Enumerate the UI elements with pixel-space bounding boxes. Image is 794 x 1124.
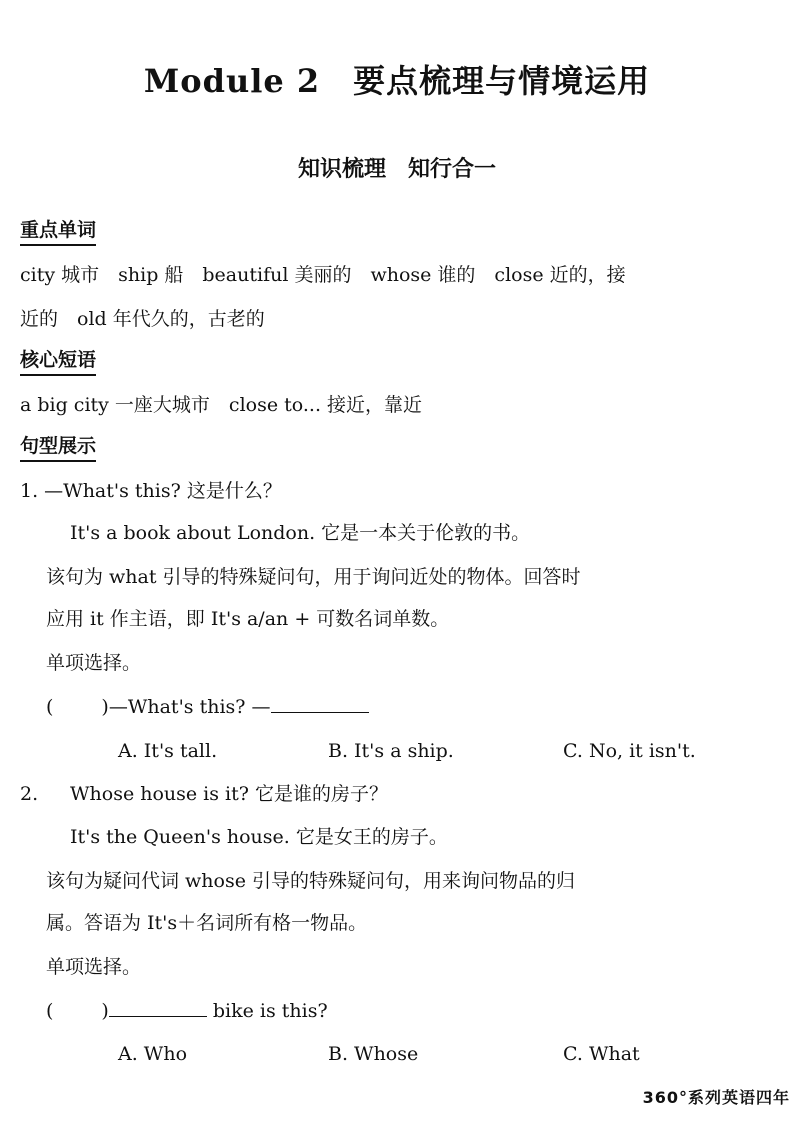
q2-sentence: Whose house is it? 它是谁的房子？: [70, 783, 388, 805]
q2-paren-open: (: [46, 1000, 54, 1022]
q2-option-b[interactable]: B. Whose: [328, 1043, 419, 1065]
q1-option-a[interactable]: A. It's tall.: [118, 740, 218, 762]
q1-paren-open: (: [46, 696, 54, 718]
section-heading-words: 重点单词: [20, 217, 96, 246]
q1-option-c[interactable]: C. No, it isn't.: [563, 740, 696, 762]
q1-question-row: [46, 694, 369, 720]
footer-series-label: 360°系列英语四年: [642, 1088, 790, 1107]
q1-option-b[interactable]: B. It's a ship.: [328, 740, 454, 762]
q1-answer: It's a book about London. 它是一本关于伦敦的书。: [70, 522, 531, 544]
q2-question: bike is this?: [206, 1000, 328, 1022]
page-title: Module 2 要点梳理与情境运用: [143, 62, 651, 100]
q1-note-2: 应用 it 作主语，即 It's a/an + 可数名词单数。: [46, 608, 450, 630]
section-heading-phrases: 核心短语: [20, 347, 96, 376]
q1-question: —What's this? —: [108, 696, 271, 718]
q2-question-row: [46, 998, 328, 1024]
q1-blank[interactable]: [271, 694, 369, 713]
q2-blank[interactable]: [109, 998, 207, 1017]
q2-answer: It's the Queen's house. 它是女王的房子。: [70, 826, 448, 848]
q2-number: 2.: [20, 783, 39, 805]
q1-note-1: 该句为 what 引导的特殊疑问句，用于询问近处的物体。回答时: [46, 566, 581, 588]
section-heading-sentences: 句型展示: [20, 433, 96, 462]
page-subtitle: 知识梳理 知行合一: [297, 157, 496, 182]
q1-task: 单项选择。: [46, 652, 142, 674]
q2-note-1: 该句为疑问代词 whose 引导的特殊疑问句，用来询问物品的归: [46, 870, 576, 892]
q2-option-c[interactable]: C. What: [563, 1043, 640, 1065]
q2-option-a[interactable]: A. Who: [118, 1043, 188, 1065]
q1-paren-close: ): [101, 696, 109, 718]
q1-sentence: 1. —What's this? 这是什么？: [20, 480, 282, 502]
q2-task: 单项选择。: [46, 956, 142, 978]
q2-note-2: 属。答语为 It's＋名词所有格一物品。: [46, 912, 368, 934]
phrases-line-1: a big city 一座大城市 close to... 接近，靠近: [20, 394, 423, 416]
words-line-2: 近的 old 年代久的，古老的: [20, 308, 265, 330]
q2-paren-close: ): [101, 1000, 109, 1022]
words-line-1: city 城市 ship 船 beautiful 美丽的 whose 谁的 close 近的，接: [20, 264, 626, 286]
